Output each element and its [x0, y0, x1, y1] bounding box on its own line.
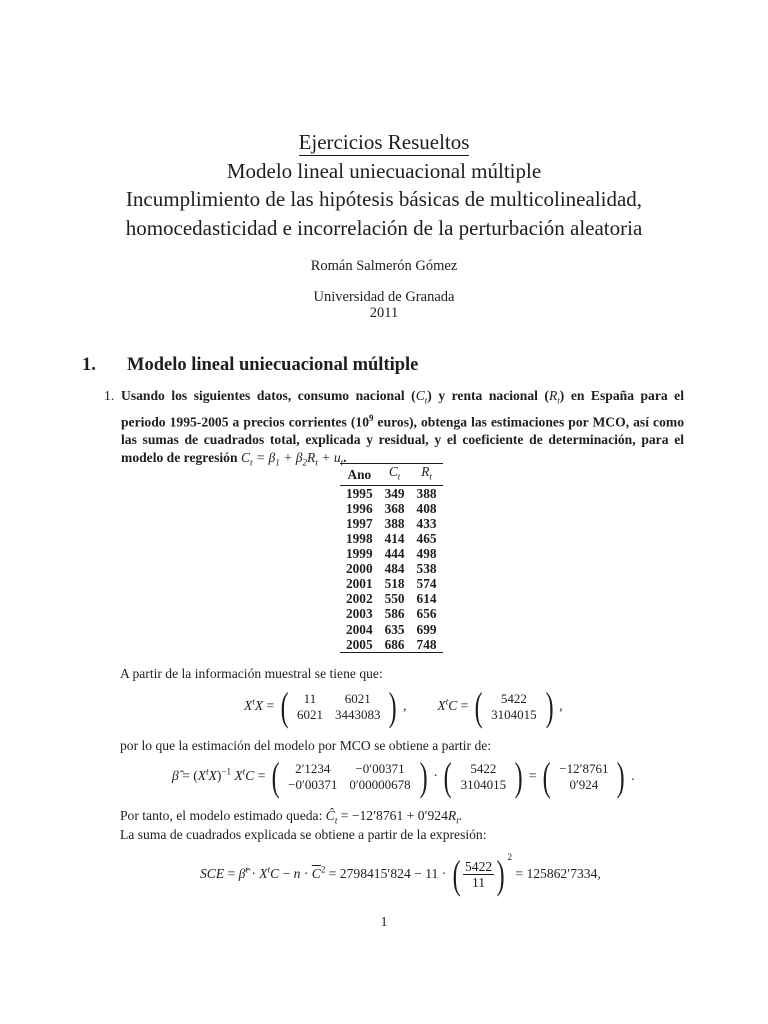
table-cell: 518 — [384, 576, 405, 592]
table-cell: 550 — [384, 591, 405, 607]
title-line-3: Incumplimiento de las hipótesis básicas de multicolinealidad, — [125, 187, 643, 211]
table-cell: 538 — [416, 561, 437, 577]
paragraph-estimated-model: Por tanto, el modelo estimado queda: $Ĉ_t = -12'8761 + 0'924R_t$. — [120, 808, 463, 826]
table-cell: 586 — [384, 606, 405, 622]
table-cell: 2002 — [346, 591, 373, 607]
table-cell: 748 — [411, 637, 443, 653]
table-cell: 635 — [384, 621, 405, 637]
paragraph-sce-intro: La suma de cuadrados explicada se obtiene a partir de la expresión: — [120, 827, 487, 842]
table-cell: 614 — [416, 591, 437, 607]
table-row — [340, 622, 443, 637]
table-row — [340, 501, 443, 516]
table-cell: 656 — [416, 606, 437, 622]
table-cell: 2001 — [346, 576, 373, 592]
table-cell: 368 — [384, 500, 405, 516]
table-row — [340, 637, 443, 653]
table-cell: 388 — [416, 485, 437, 501]
exercise-number: 1. — [104, 388, 115, 403]
table-cell: 2000 — [346, 561, 373, 577]
table-cell: 1996 — [346, 500, 373, 516]
table-cell: 408 — [416, 500, 437, 516]
table-cell: 2004 — [346, 621, 373, 637]
table-cell: 574 — [416, 576, 437, 592]
table-row — [340, 591, 443, 606]
table-row — [340, 546, 443, 561]
title-line-2: Modelo lineal uniecuacional múltiple — [226, 158, 542, 183]
equation-beta-hat: β̂ = $(X^tX)^{-1}$ $X^tC$ = ( 2′1234 −0′00371 −0′00371 0′00000678 ) · ( 5422 3104015 ) = ( −12′8761 0′924 ) . — [172, 754, 635, 799]
table-cell: 699 — [416, 621, 437, 637]
table-row — [340, 531, 443, 546]
table-row — [340, 485, 443, 501]
table-body — [340, 485, 443, 652]
year: 2011 — [369, 305, 399, 321]
section-number: 1. — [82, 355, 96, 375]
table-cell: 484 — [384, 561, 405, 577]
table-cell: 1995 — [346, 485, 373, 501]
table-cell: 1997 — [346, 515, 373, 531]
table-row — [340, 606, 443, 621]
table-cell: 414 — [384, 530, 405, 546]
exercise-statement — [104, 387, 684, 472]
col-header-ct: $C_t$ — [379, 464, 411, 486]
table-row — [340, 576, 443, 591]
table-cell: 498 — [416, 546, 437, 562]
equation-xtx: $X^tX$ = ( 11 6021 6021 3443083 ) , $X^tC$ = ( 5422 3104015 ) , — [244, 684, 563, 729]
title-line-1: Ejercicios Resueltos — [298, 130, 470, 154]
table-cell: 433 — [416, 515, 437, 531]
table-row — [340, 561, 443, 576]
col-header-rt: $R_t$ — [411, 464, 443, 486]
section-heading — [82, 355, 418, 376]
exercise-text: Usando los siguientes datos, consumo nacional $(C_t)$ y renta nacional $(R_t)$ en España para el periodo 1995-2005 a precios corrientes ($10^9$ euros), obtenga las estimaciones por MCO, así como las sumas de cuadrados total, explicada y residual, y el coeficiente de determinación, para el modelo de regresión $C_t = \beta_1 + \beta_2R_t + u_t$. — [121, 388, 684, 468]
section-title: Modelo lineal uniecuacional múltiple — [127, 355, 419, 375]
table-cell: 2003 — [346, 606, 373, 622]
paragraph-sample-info: A partir de la información muestral se tiene que: — [120, 666, 383, 681]
table-cell: 388 — [384, 515, 405, 531]
table-cell: 686 — [379, 637, 411, 653]
table-cell: 2005 — [340, 637, 379, 653]
table-header-row — [340, 464, 443, 486]
table-cell: 1998 — [346, 530, 373, 546]
table-row — [340, 516, 443, 531]
table-cell: 444 — [384, 546, 405, 562]
equation-sce: SCE = β̂$^t$ · $X^tC - n \cdot \overline{C}^2 = 2798415'824 - 11$ · ( $\frac{5422}{11}$ ) $^2$ = 125862′7334, — [200, 851, 601, 897]
table-cell: 465 — [416, 530, 437, 546]
page-number: 1 — [380, 914, 388, 929]
data-table — [340, 463, 443, 653]
title-line-4: homocedasticidad e incorrelación de la perturbación aleatoria — [125, 215, 643, 240]
author-name: Román Salmerón Gómez — [310, 258, 458, 274]
col-header-year: Ano — [340, 464, 379, 486]
document-title — [0, 128, 768, 242]
table-cell: 1999 — [346, 546, 373, 562]
university: Universidad de Granada — [313, 289, 455, 305]
paragraph-estimation: por lo que la estimación del modelo por MCO se obtiene a partir de: — [120, 738, 492, 753]
affiliation — [0, 289, 768, 321]
table-cell: 349 — [384, 485, 405, 501]
